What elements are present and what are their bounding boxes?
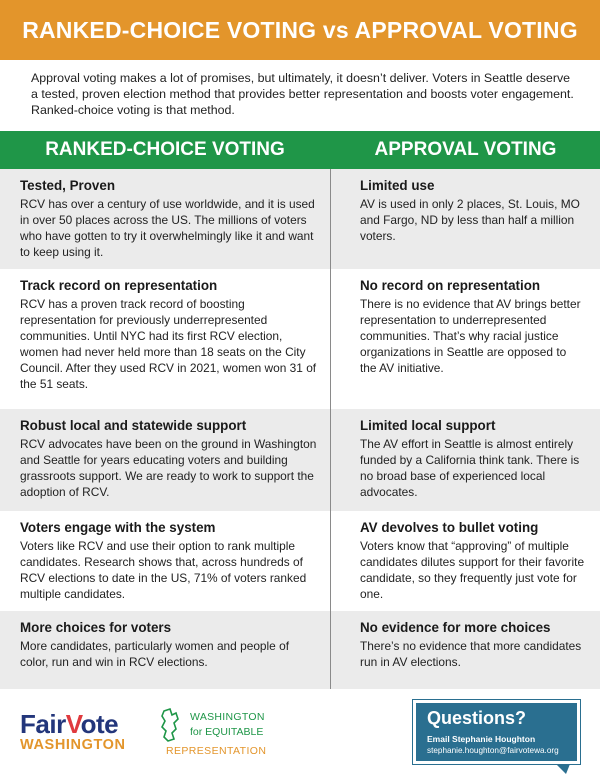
av-cell-body: There is no evidence that AV brings better representation to underrepresented communities. That’s why racial justice organizations in Seattle are opposed to the AV initiative. (360, 297, 581, 375)
av-cell (360, 277, 585, 376)
speech-bubble-tail-icon (556, 764, 570, 774)
av-cell-body: The AV effort in Seattle is almost entirely funded by a California think tank. There is no broad base of experienced local advocates. (360, 437, 580, 499)
rcv-cell (20, 417, 320, 500)
av-cell-body: AV is used in only 2 places, St. Louis, MO and Fargo, ND by less than half a million voters. (360, 197, 580, 243)
rcv-cell-title: Robust local and statewide support (20, 418, 247, 433)
fairvote-word-ote: ote (80, 709, 119, 739)
rcv-cell-body: RCV has over a century of use worldwide, and it is used in over 50 places across the US. The millions of voters who have gotten to try it overwhelmingly like it and want to keep using it. (20, 197, 315, 259)
rcv-cell-body: RCV has a proven track record of boosting representation for previously underrepresented communities. Until NYC had its first RCV election, women had never held more than 18 seats on the City Council. After they used RCV in 2021, women won 31 of the 51 seats. (20, 297, 317, 391)
rcv-cell-title: More choices for voters (20, 620, 172, 635)
rcv-cell-title: Voters engage with the system (20, 520, 216, 535)
fairvote-wordmark (20, 711, 126, 737)
rcv-cell-title: Tested, Proven (20, 178, 116, 193)
comparison-row (0, 409, 600, 511)
av-cell-title: No record on representation (360, 278, 541, 293)
rcv-cell (20, 277, 320, 392)
av-cell-body: Voters know that “approving” of multiple candidates dilutes support for their favorite candidate, so they frequently just vote for one. (360, 539, 585, 601)
rcv-cell-body: More candidates, particularly women and people of color, run and win in RCV elections. (20, 639, 290, 669)
rcv-cell (20, 619, 320, 670)
av-cell-title: No evidence for more choices (360, 620, 551, 635)
fairvote-v-checkmark: V (65, 709, 81, 739)
av-cell-title: Limited use (360, 178, 435, 193)
column-divider (330, 169, 331, 689)
footer (0, 689, 600, 776)
questions-title: Questions? (427, 708, 527, 728)
washington-state-outline-icon (160, 707, 190, 743)
comparison-row (0, 269, 600, 409)
comparison-row (0, 169, 600, 269)
questions-email-link[interactable]: stephanie.houghton@fairvotewa.org (427, 746, 559, 755)
questions-contact-name: Email Stephanie Houghton (427, 734, 536, 744)
wer-line-3: REPRESENTATION (166, 745, 267, 757)
av-cell-title: Limited local support (360, 418, 496, 433)
column-header-rcv: RANKED-CHOICE VOTING (45, 139, 285, 160)
fairvote-washington-logo (20, 711, 126, 753)
fairvote-washington-label: WASHINGTON (20, 737, 126, 753)
fairvote-word-fair: Fair (20, 709, 66, 739)
rcv-cell-title: Track record on representation (20, 278, 218, 293)
rcv-cell (20, 519, 320, 602)
av-cell-body: There’s no evidence that more candidates run in AV elections. (360, 639, 582, 669)
rcv-cell-body: RCV advocates have been on the ground in Washington and Seattle for years educating voters and building grassroots support. We are ready to work to support the adoption of RCV. (20, 437, 317, 499)
wer-line-2: for EQUITABLE (190, 726, 264, 738)
washington-equitable-representation-logo (160, 707, 285, 762)
page-title-banner (0, 0, 600, 60)
comparison-table (0, 169, 600, 689)
rcv-cell (20, 177, 320, 260)
wer-line-1: WASHINGTON (190, 711, 265, 723)
rcv-cell-body: Voters like RCV and use their option to rank multiple candidates. Research shows that, across hundreds of RCV elections to date in the US, 71% of voters ranked multiple candidates. (20, 539, 307, 601)
intro-paragraph: Approval voting makes a lot of promises, but ultimately, it doesn’t deliver. Voters in Seattle deserve a tested, proven election method that provides better representation and boosts voter engagement. Ranked-choice voting is that method. (31, 71, 574, 117)
column-headers (0, 131, 600, 169)
av-cell (360, 619, 585, 670)
comparison-row (0, 511, 600, 611)
av-cell (360, 177, 585, 244)
column-header-av: APPROVAL VOTING (374, 139, 557, 160)
av-cell (360, 417, 585, 500)
page-title: RANKED-CHOICE VOTING vs APPROVAL VOTING (22, 16, 578, 43)
questions-box (413, 700, 580, 764)
comparison-row (0, 611, 600, 689)
av-cell-title: AV devolves to bullet voting (360, 520, 539, 535)
av-cell (360, 519, 585, 602)
